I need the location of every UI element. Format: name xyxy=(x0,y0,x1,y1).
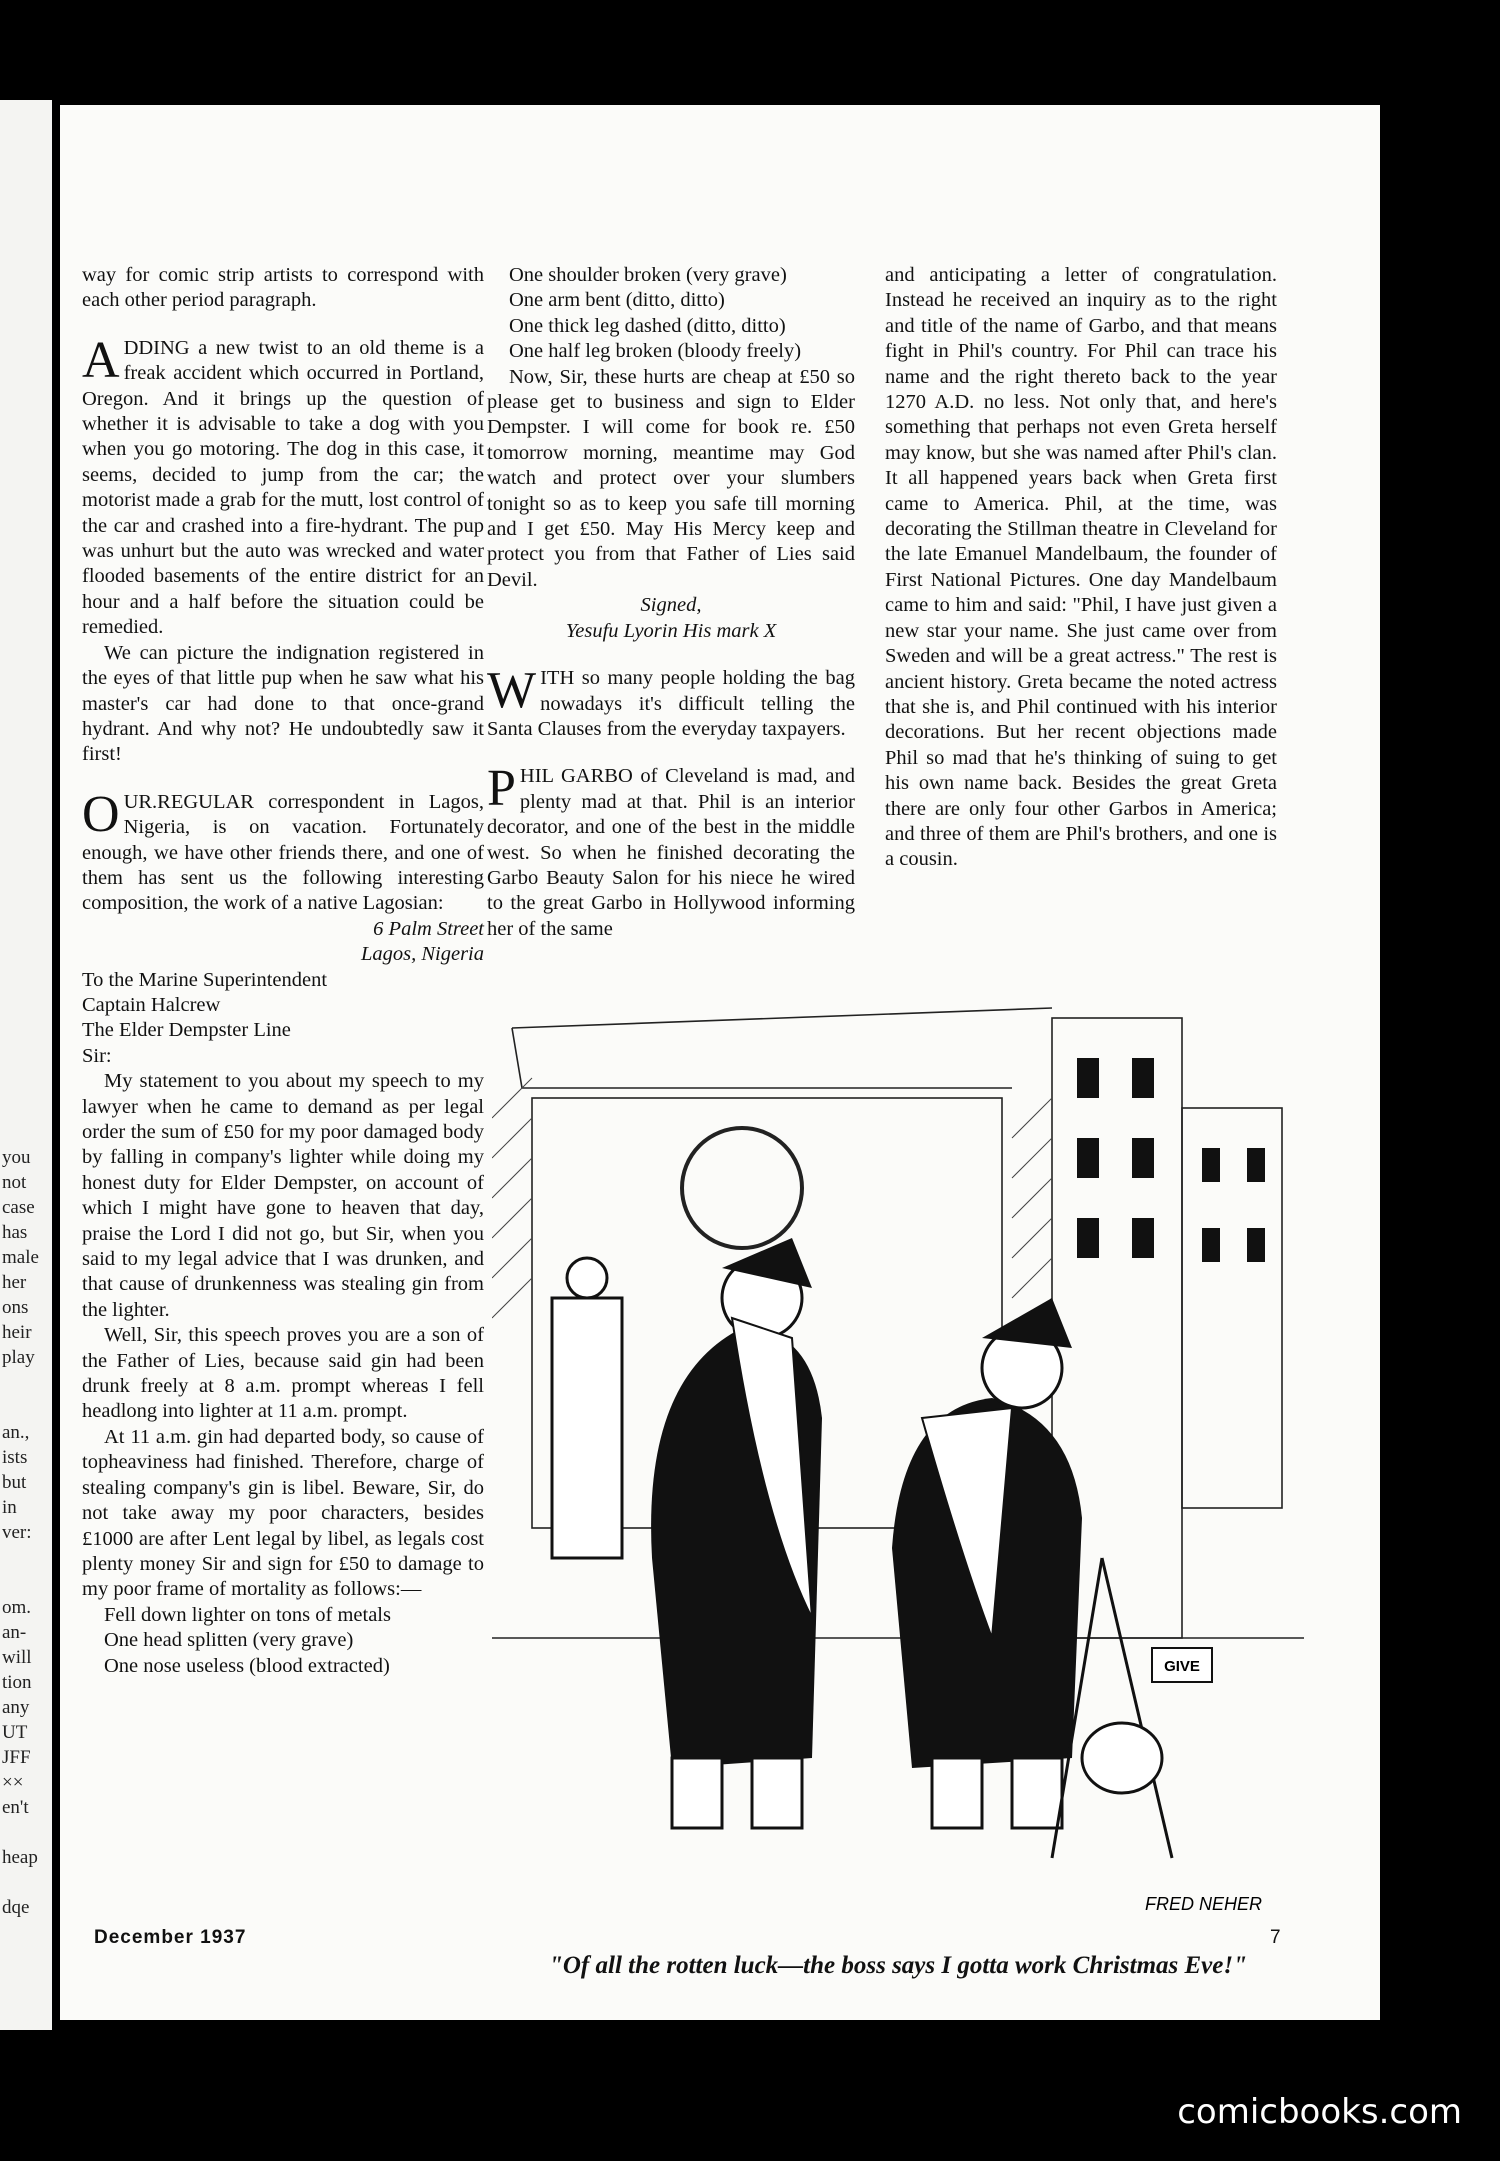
lead-caps: DDING xyxy=(123,336,190,359)
column-2 xyxy=(487,263,855,942)
fragment-text: not xyxy=(2,1172,27,1193)
signature-line: Yesufu Lyorin His mark X xyxy=(565,619,777,642)
issue-date: December 1937 xyxy=(94,1927,247,1948)
paragraph: Now, Sir, these hurts are cheap at £50 so please get to business and sign to Elder Dempster. I will come for book re. £50 tomorrow morning, meantime may God watch and protect over your slumbers tonight so as to keep you safe till morning and I get £50. May His Mercy keep and protect you from that Father of Lies said Devil. xyxy=(487,365,855,591)
fragment-text: has xyxy=(2,1222,28,1243)
fragment-text: heap xyxy=(2,1847,38,1868)
fragment-text: an., xyxy=(2,1422,30,1443)
fragment-text: but xyxy=(2,1472,27,1493)
fragment-text: her xyxy=(2,1272,27,1293)
drop-cap: P xyxy=(487,760,516,818)
paragraph: My statement to you about my speech to my lawyer when he came to demand as per legal order the sum of £50 for my poor damaged body by falling in company's lighter while doing my honest duty for Elder Dempster, on account of which I might have gone to heaven that day, praise the Lord I did not go, but Sir, when you said to my legal advice that I was drunken, and that cause of drunkenness was stealing gin from the lighter. xyxy=(82,1070,484,1321)
fragment-text: heir xyxy=(2,1322,32,1343)
fragment-text: dqe xyxy=(2,1897,30,1918)
fragment-text: UT xyxy=(2,1722,28,1743)
address-line: Lagos, Nigeria xyxy=(360,943,484,966)
column-3 xyxy=(885,263,1277,873)
lead-caps: UR.REGULAR xyxy=(123,790,254,813)
cartoon-drawing xyxy=(492,998,1304,1944)
fragment-text: an- xyxy=(2,1622,27,1643)
list-line: One head splitten (very grave) xyxy=(104,1629,354,1652)
paragraph: Well, Sir, this speech proves you are a son of the Father of Lies, because said gin had been drunk freely at 8 a.m. prompt whereas I fell headlong into lighter at 11 a.m. prompt. xyxy=(82,1324,484,1423)
letter-line: To the Marine Superintendent xyxy=(82,968,328,991)
watermark: comicbooks.com xyxy=(1177,2092,1462,2132)
list-line: One nose useless (blood extracted) xyxy=(104,1654,390,1677)
cartoon-illustration xyxy=(492,998,1304,1944)
cartoon-caption: "Of all the rotten luck—the boss says I gotta work Christmas Eve!" xyxy=(549,1952,1247,1979)
list-line: One shoulder broken (very grave) xyxy=(509,264,787,286)
fragment-text: ons xyxy=(2,1297,29,1318)
fragment-text: male xyxy=(2,1247,39,1268)
fragment-text: tion xyxy=(2,1672,32,1693)
fragment-text: any xyxy=(2,1697,30,1718)
drop-cap: W xyxy=(487,662,537,720)
paragraph: and anticipating a letter of congratulation. Instead he received an inquiry as to the right and title of the name of Garbo, and that means fight in Phil's country. For Phil can trace his name and the right thereto back to the year 1270 A.D. no less. Not only that, and here's something that perhaps not even Greta herself may know, but she was named after Phil's clan. It all happened years back when Greta first came to America. Phil, at the time, was decorating the Stillman theatre in Cleveland for the late Emanuel Mandelbaum, the founder of First National Pictures. One day Mandelbaum came to him and said: "Phil, I have just given a new star your name. She just came over from Sweden and will be a great actress." The rest is ancient history. Greta became the noted actress that she is, and Phil continued with his interior decorations. But her recent objections made Phil so mad that he's thinking of suing to get his own name back. Besides the great Greta there are only four other Garbos in America; and three of them are Phil's brothers, and one is a cousin. xyxy=(885,264,1277,871)
fragment-text: ists xyxy=(2,1447,28,1468)
paragraph: We can picture the indignation registered in the eyes of that little pup when he saw what his master's car had done to that once-grand hydrant. And why not? He undoubtedly saw it first! xyxy=(82,641,484,766)
address-line: 6 Palm Street xyxy=(373,917,484,940)
paragraph-with: WITH so many people holding the bag nowadays it's difficult telling the Santa Clauses from the everyday taxpayers. xyxy=(487,662,855,740)
give-sign-text: GIVE xyxy=(1164,1658,1200,1675)
paragraph: way for comic strip artists to correspond with each other period paragraph. xyxy=(82,264,484,312)
lead-caps: ITH xyxy=(540,667,575,690)
paragraph-phil: PHIL GARBO of Cleveland is mad, and plenty mad at that. Phil is an interior decorator, and one of the best in the middle west. So when he finished decorating the Garbo Beauty Salon for his niece he wired to the great Garbo in Hollywood informing her of the same xyxy=(487,760,855,940)
drop-cap: O xyxy=(82,785,120,843)
fragment-text: ×× xyxy=(2,1772,24,1793)
paragraph: At 11 a.m. gin had departed body, so cause of topheaviness had finished. Therefore, charge of stealing company's gin is libel. Beware, Sir, do not take away my poor characters, besides £1000 are after Lent legal by libel, as legals cost plenty money Sir and sign for £50 to damage to my poor frame of mortality as follows:— xyxy=(82,1425,484,1601)
fragment-text: om. xyxy=(2,1597,32,1618)
magazine-page xyxy=(60,105,1380,2020)
letter-line: Captain Halcrew xyxy=(82,993,221,1016)
paragraph-adding: ADDING a new twist to an old theme is a freak accident which occurred in Portland, Oregon. And it brings up the question of whether it is advisable to take a dog with you when you go motoring. The dog in this case, it seems, decided to jump from the car; the motorist made a grab for the mutt, lost control of the car and crashed into a fire-hydrant. The pup was unhurt but the auto was wrecked and water flooded basements of the entire district for an hour and a half before the situation could be remedied. xyxy=(82,331,484,639)
page-number: 7 xyxy=(1270,1927,1281,1948)
fragment-text: JFF xyxy=(2,1747,31,1768)
letter-line: Sir: xyxy=(82,1044,112,1067)
fragment-text: will xyxy=(2,1647,32,1668)
fragment-text: in xyxy=(2,1497,17,1518)
signed-label: Signed, xyxy=(640,594,702,617)
fragment-text: en't xyxy=(2,1797,29,1818)
letter-line: The Elder Dempster Line xyxy=(82,1019,291,1042)
paragraph-our-regular: OUR.REGULAR correspondent in Lagos, Nigeria, is on vacation. Fortunately enough, we have other friends there, and one of them has sent us the following interesting composition, the work of a native Lagosian: xyxy=(82,785,484,915)
drop-cap: A xyxy=(82,331,120,389)
artist-signature: FRED NEHER xyxy=(1144,1894,1262,1914)
list-line: One half leg broken (bloody freely) xyxy=(509,340,802,363)
fragment-text: you xyxy=(2,1147,31,1168)
fragment-text: play xyxy=(2,1347,35,1368)
list-line: Fell down lighter on tons of metals xyxy=(104,1603,391,1626)
fragment-text: case xyxy=(2,1197,35,1218)
fragment-text: ver: xyxy=(2,1522,32,1543)
lead-caps: HIL GARBO xyxy=(519,765,633,788)
pedestrian-figure xyxy=(552,1258,622,1558)
list-line: One arm bent (ditto, ditto) xyxy=(509,289,725,312)
column-1 xyxy=(82,263,484,1679)
list-line: One thick leg dashed (ditto, ditto) xyxy=(509,314,786,337)
